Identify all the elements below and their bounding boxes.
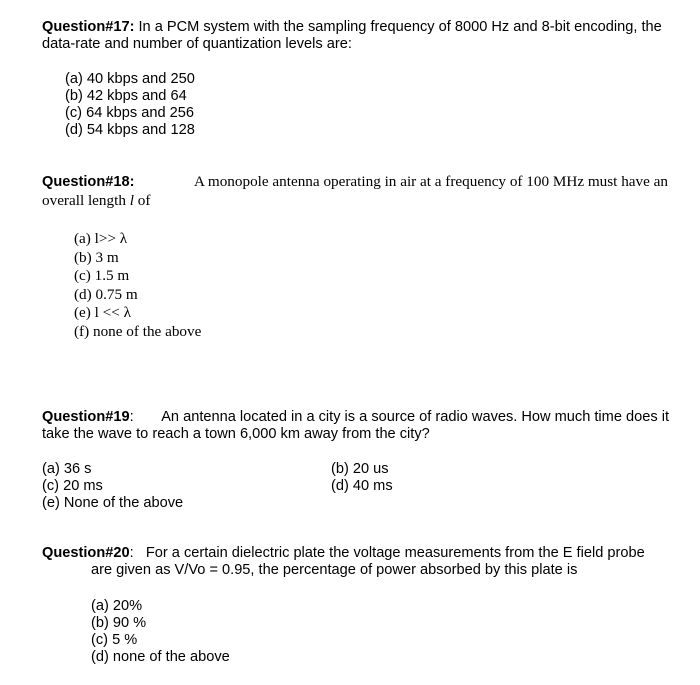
- question-20-label: Question#20: [42, 545, 130, 561]
- question-19: [42, 409, 672, 443]
- question-18-text-line2: overall length l of: [42, 191, 151, 209]
- question-17-options: [65, 71, 195, 139]
- option-c: (c) 1.5 m: [74, 267, 130, 284]
- question-18-label: Question#18:: [42, 174, 135, 190]
- option-e: (e) None of the above: [42, 495, 184, 511]
- option-c: (c) 64 kbps and 256: [65, 105, 194, 121]
- option-c: (c) 5 %: [91, 632, 138, 648]
- question-18-text-line1: Question#18: A monopole antenna operating in air at a frequency of 100 MHz must have an: [42, 173, 668, 190]
- question-17-text-line1: Question#17: In a PCM system with the sampling frequency of 8000 Hz and 8-bit encoding, the: [42, 19, 662, 35]
- option-b: (b) 20 us: [331, 461, 389, 477]
- question-18: [42, 173, 672, 210]
- question-19-options-left: [42, 461, 183, 512]
- question-20-options: [91, 598, 230, 666]
- option-f: (f) none of the above: [74, 322, 202, 340]
- option-e: (e) l << λ: [74, 304, 131, 321]
- option-a: (a) 40 kbps and 250: [65, 71, 195, 87]
- option-c: (c) 20 ms: [42, 478, 103, 494]
- option-a: (a) 20%: [91, 598, 143, 614]
- option-a: (a) 36 s: [42, 461, 92, 477]
- option-d: (d) 54 kbps and 128: [65, 122, 195, 138]
- question-20: [42, 545, 645, 579]
- option-d: (d) 40 ms: [331, 478, 393, 494]
- question-17-label: Question#17:: [42, 19, 135, 35]
- option-a: (a) l>> λ: [74, 230, 128, 247]
- question-17-text-line2: data-rate and number of quantization levels are:: [42, 36, 352, 52]
- option-d: (d) 0.75 m: [74, 285, 138, 303]
- option-b: (b) 3 m: [74, 248, 119, 266]
- question-19-options-right: [331, 461, 393, 495]
- question-19-label: Question#19: [42, 409, 130, 425]
- question-20-text-line1: Question#20: For a certain dielectric plate the voltage measurements from the E field probe: [42, 545, 645, 561]
- option-b: (b) 42 kbps and 64: [65, 88, 187, 104]
- option-d: (d) none of the above: [91, 649, 230, 665]
- option-b: (b) 90 %: [91, 615, 147, 631]
- question-18-options: [74, 230, 201, 341]
- question-17: [42, 19, 662, 53]
- question-19-text-line2: take the wave to reach a town 6,000 km away from the city?: [42, 426, 430, 442]
- question-19-text-line1: Question#19: An antenna located in a city is a source of radio waves. How much time does it: [42, 409, 669, 425]
- question-20-text-line2: are given as V/Vo = 0.95, the percentage of power absorbed by this plate is: [91, 562, 578, 578]
